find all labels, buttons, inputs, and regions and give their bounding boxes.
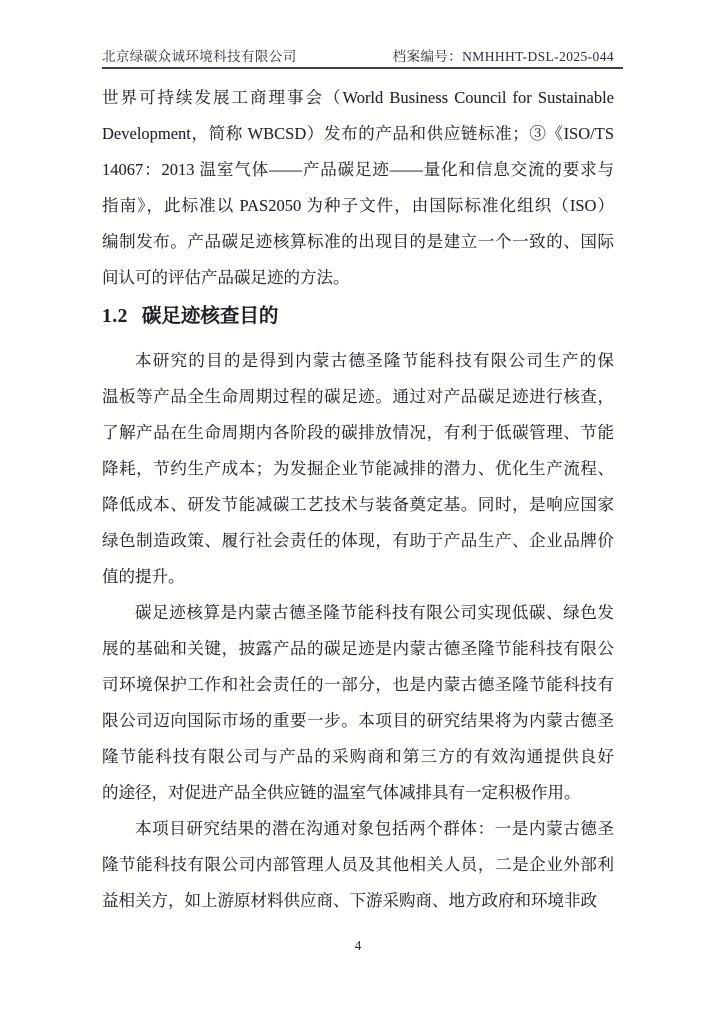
page-footer	[102, 938, 614, 954]
text-line: 值的提升。	[102, 567, 185, 586]
section-heading	[102, 299, 614, 335]
text-line: 编制发布。产品碳足迹核算标准的出现目的是建立一个一致的、国际	[102, 232, 614, 251]
text-line: 的途径，对促进产品全供应链的温室气体减排具有一定积极作用。	[102, 783, 581, 802]
text-line: 了解产品在生命周期内各阶段的碳排放情况，有利于低碳管理、节能	[102, 423, 614, 442]
text-line: 14067：2013 温室气体——产品碳足迹——量化和信息交流的要求与	[102, 160, 614, 179]
section-number: 1.2	[102, 306, 128, 327]
text-line: 展的基础和关键，披露产品的碳足迹是内蒙古德圣隆节能科技有限公	[102, 639, 614, 658]
file-number-value: NMHHHT-DSL-2025-044	[462, 49, 614, 64]
text-line: 碳足迹核算是内蒙古德圣隆节能科技有限公司实现低碳、绿色发	[135, 603, 614, 622]
text-line: 益相关方，如上游原材料供应商、下游采购商、地方政府和环境非政	[102, 891, 597, 910]
header-rule	[102, 67, 623, 69]
text-line: 隆节能科技有限公司与产品的采购商和第三方的有效沟通提供良好	[102, 747, 614, 766]
header-company: 北京绿碳众诚环境科技有限公司	[102, 49, 297, 64]
text-line: 司环境保护工作和社会责任的一部分，也是内蒙古德圣隆节能科技有	[102, 675, 614, 694]
text-line: 隆节能科技有限公司内部管理人员及其他相关人员，二是企业外部利	[102, 855, 614, 874]
text-line: 降低成本、研发节能减碳工艺技术与装备奠定基。同时，是响应国家	[102, 495, 614, 514]
header-file-number	[393, 45, 614, 65]
text-line: Development，简称 WBCSD）发布的产品和供应链标准；③《ISO/TS	[102, 124, 614, 143]
text-line: 绿色制造政策、履行社会责任的体现，有助于产品生产、企业品牌价	[102, 531, 614, 550]
section-title: 碳足迹核查目的	[141, 306, 279, 327]
page-header	[102, 45, 614, 65]
page-number: 4	[354, 938, 362, 953]
text-line: 本项目研究结果的潜在沟通对象包括两个群体：一是内蒙古德圣	[135, 819, 614, 838]
text-line: 降耗，节约生产成本；为发掘企业节能减排的潜力、优化生产流程、	[102, 459, 614, 478]
document-body	[102, 80, 614, 919]
text-line: 限公司迈向国际市场的重要一步。本项目的研究结果将为内蒙古德圣	[102, 711, 614, 730]
text-line: 温板等产品全生命周期过程的碳足迹。通过对产品碳足迹进行核查，	[102, 387, 614, 406]
text-line: 指南》，此标准以 PAS2050 为种子文件，由国际标准化组织（ISO）	[102, 196, 614, 215]
text-line: 世界可持续发展工商理事会（World Business Council for Sustainable	[102, 88, 614, 107]
text-line: 间认可的评估产品碳足迹的方法。	[102, 268, 350, 287]
file-number-label: 档案编号：	[392, 49, 463, 64]
text-line: 本研究的目的是得到内蒙古德圣隆节能科技有限公司生产的保	[135, 351, 614, 370]
